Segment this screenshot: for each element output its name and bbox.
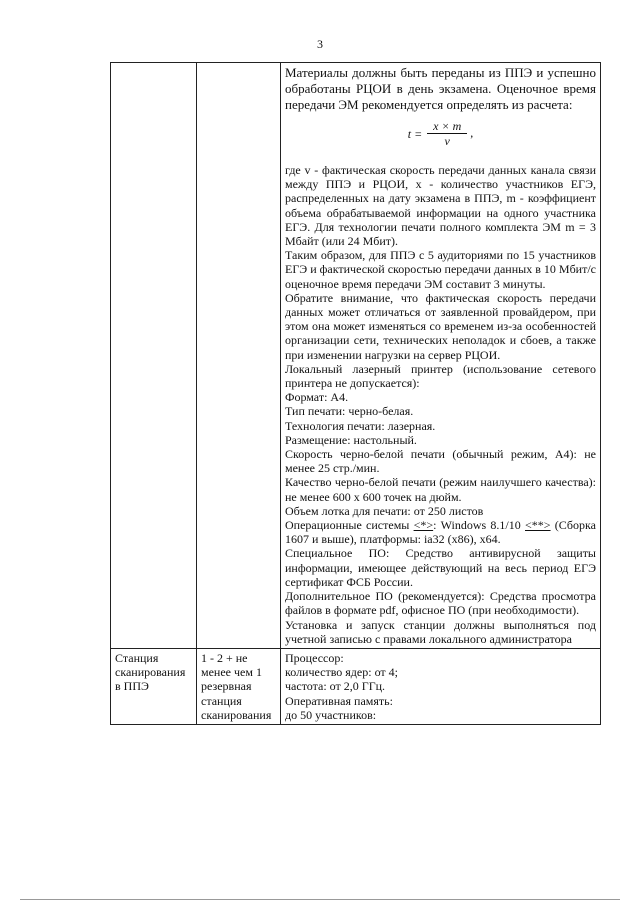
- formula-denominator: v: [444, 134, 450, 149]
- cpu-header: Процессор:: [285, 650, 344, 665]
- footnote-link-2[interactable]: <**>: [525, 518, 551, 533]
- formula-fraction: [427, 119, 467, 148]
- where-text: где v - фактическая скорость передачи данных канала связи между ППЭ и РЦОИ, x - количество участников ЕГЭ, распределенных на дату экзамена в ППЭ, m - коэффициент объема обрабатываемой информации на одного участника ЕГЭ. Для технологии печати полного комплекта ЭМ m = 3 Мбайт (или 24 Мбит).: [285, 163, 596, 249]
- table-row: [111, 648, 601, 724]
- extra-software-text: Дополнительное ПО (рекомендуется): Средства просмотра файлов в формате pdf, офисное ПО (при необходимости).: [285, 589, 596, 618]
- tray-text: Объем лотка для печати: от 250 листов: [285, 503, 484, 518]
- format-text: Формат: А4.: [285, 390, 349, 405]
- os-text: [285, 518, 596, 546]
- install-text: Установка и запуск станции должны выполняться под учетной записью с правами локального администратора: [285, 617, 596, 646]
- requirements-table: [110, 62, 601, 725]
- attention-text: Обратите внимание, что фактическая скорость передачи данных может отличаться от заявленной провайдером, при этом она может изменяться со временем из-за особенностей организации сети, технических неполадок и сбоев, а также при изменении нагрузки на сервер РЦОИ.: [285, 290, 596, 362]
- formula-numerator: x × m: [427, 119, 467, 134]
- antivirus-text: Специальное ПО: Средство антивирусной защиты информации, имеющее действующий на весь период ЕГЭ сертификат ФСБ России.: [285, 546, 596, 589]
- page-number: 3: [317, 37, 323, 51]
- table-row: [111, 63, 601, 649]
- station-name-cell: Станция сканирования в ППЭ: [111, 648, 197, 724]
- intro-text: Материалы должны быть переданы из ППЭ и успешно обработаны РЦОИ в день экзамена. Оценочное время передачи ЭМ рекомендуется определять из расчета:: [285, 65, 596, 112]
- print-tech-text: Технология печати: лазерная.: [285, 418, 436, 433]
- formula-tail: ,: [470, 125, 474, 140]
- printer-text: Локальный лазерный принтер (использование сетевого принтера не допускается):: [285, 361, 596, 391]
- station-name-cell: [111, 63, 197, 649]
- station-count-cell: 1 - 2 + не менее чем 1 резервная станция сканирования: [197, 648, 281, 724]
- transfer-time-formula: [285, 113, 596, 163]
- formula-lhs: t =: [407, 126, 423, 141]
- requirements-cell: [281, 648, 601, 724]
- cpu-cores: количество ядер: от 4;: [285, 665, 398, 680]
- footnote-link-1[interactable]: <*>: [413, 518, 434, 533]
- page-bottom-divider: [20, 899, 620, 900]
- os-prefix: Операционные системы: [285, 518, 414, 533]
- requirements-cell: [281, 63, 601, 649]
- cpu-frequency: частота: от 2,0 ГГц.: [285, 679, 386, 694]
- quality-text: Качество черно-белой печати (режим наилучшего качества): не менее 600 х 600 точек на дюйм.: [285, 475, 596, 504]
- station-count-cell: [197, 63, 281, 649]
- ram-header: Оперативная память:: [285, 693, 393, 708]
- placement-text: Размещение: настольный.: [285, 432, 417, 447]
- print-type-text: Тип печати: черно-белая.: [285, 404, 414, 419]
- speed-text: Скорость черно-белой печати (обычный режим, А4): не менее 25 стр./мин.: [285, 447, 596, 476]
- os-suffix: (Сборка 1607 и выше), платформы: ia32 (x86), x64.: [285, 518, 596, 547]
- ram-participants: до 50 участников:: [285, 707, 377, 722]
- os-mid: : Windows 8.1/10: [433, 518, 525, 533]
- example-text: Таким образом, для ППЭ с 5 аудиториями по 15 участников ЕГЭ и фактической скоростью передачи данных в 10 Мбит/с оценочное время передачи ЭМ составит 3 минуты.: [285, 248, 596, 291]
